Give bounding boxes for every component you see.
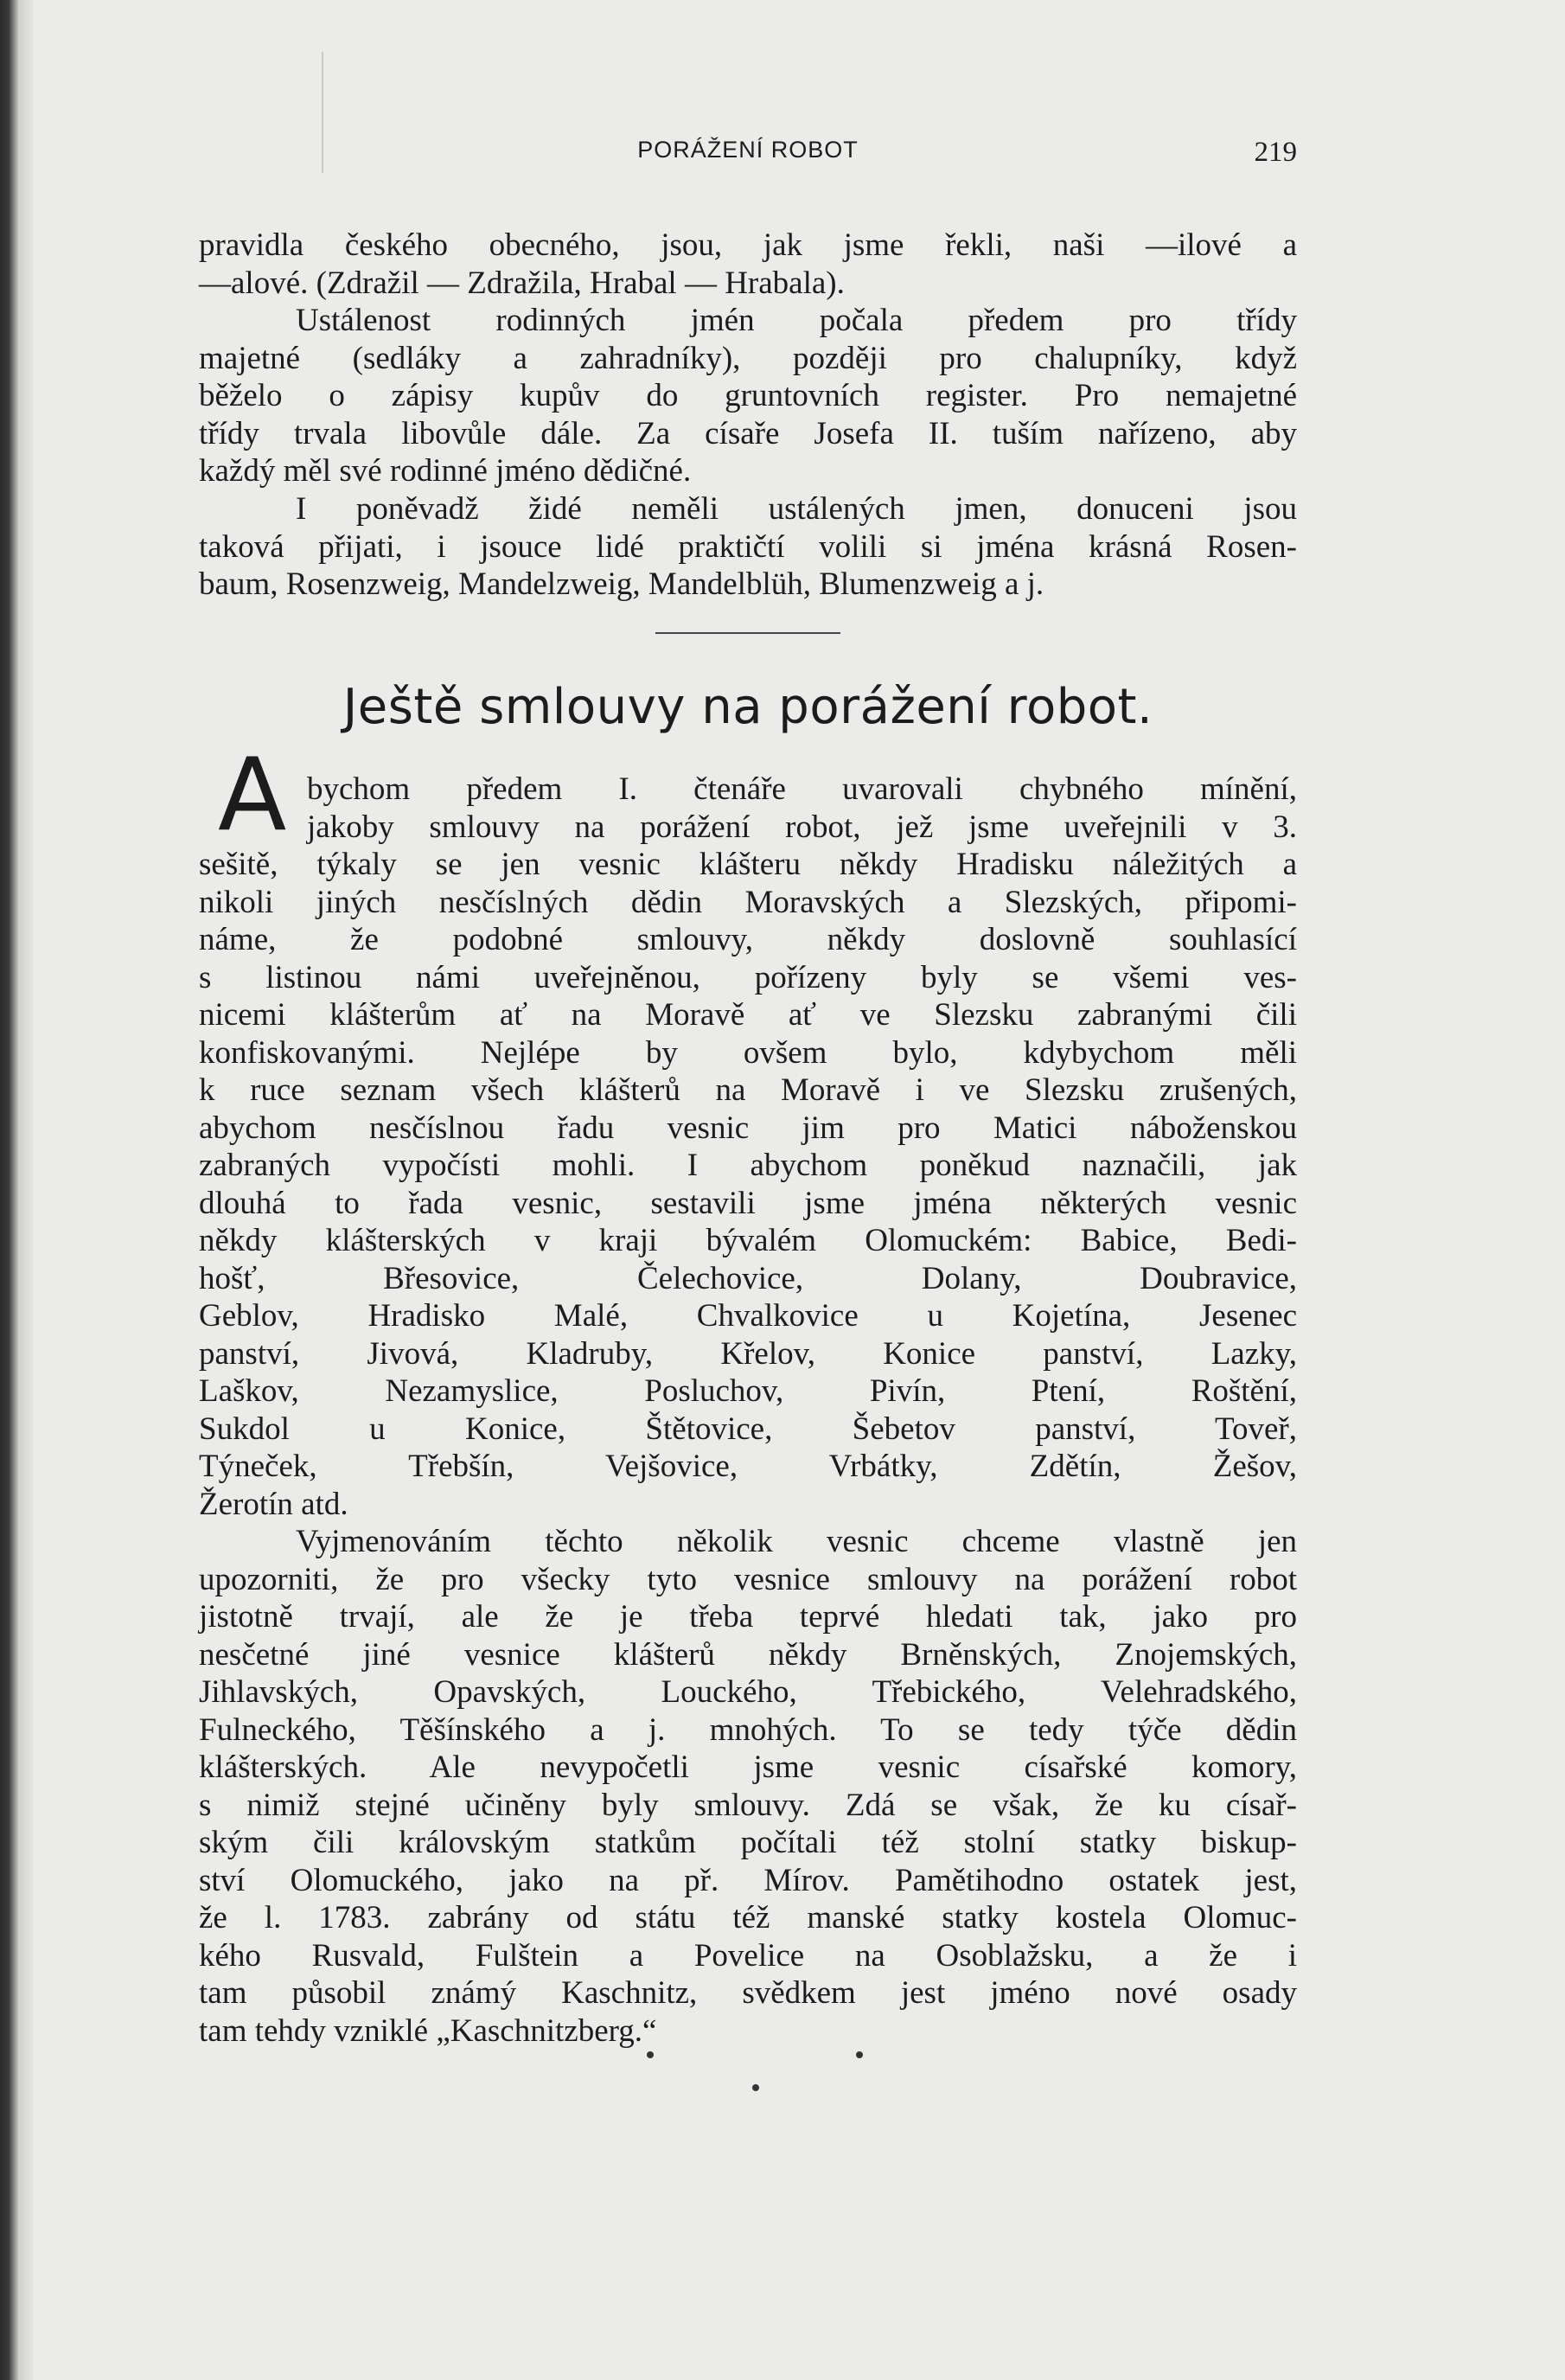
- article-paragraph-2: [199, 1523, 1297, 2050]
- intro-paragraph-3: [199, 490, 1297, 604]
- text-line: Žerotín atd.: [199, 1486, 348, 1522]
- text-line: nikoli jiných nesčíslných dědin Moravských a Slezských, připomi-: [199, 884, 1297, 920]
- text-line: náme, že podobné smlouvy, někdy doslovně souhlasící: [199, 922, 1297, 957]
- text-line: třídy trvala libovůle dále. Za císaře Josefa II. tuším nařízeno, aby: [199, 415, 1297, 451]
- text-line: tam tehdy vzniklé „Kaschnitzberg.“: [199, 2012, 657, 2049]
- text-line: ství Olomuckého, jako na př. Mírov. Pamětihodno ostatek jest,: [199, 1862, 1297, 1898]
- ornament-asterisks: [640, 2050, 873, 2102]
- text-line: nicemi klášterům ať na Moravě ať ve Slezsku zabranými čili: [199, 997, 1297, 1033]
- text-line: tam působil známý Kaschnitz, svědkem jest jméno nové osady: [199, 1975, 1297, 2011]
- text-line: jistotně trvají, ale že je třeba teprvé hledati tak, jako pro: [199, 1599, 1297, 1635]
- text-line: upozorniti, že pro všecky tyto vesnice smlouvy na porážení robot: [199, 1561, 1297, 1597]
- text-line: baum, Rosenzweig, Mandelzweig, Mandelblüh, Blumenzweig a j.: [199, 566, 1044, 602]
- text-line: s nimiž stejné učiněny byly smlouvy. Zdá se však, že ku císař-: [199, 1787, 1297, 1823]
- text-line: Ustálenost rodinných jmén počala předem pro třídy: [296, 303, 1297, 338]
- running-head: PORÁŽENÍ ROBOT: [637, 137, 859, 163]
- ornament-dot: [752, 2084, 759, 2091]
- text-line: bychom předem I. čtenáře uvarovali chybného mínění,: [307, 771, 1297, 807]
- text-line: —alové. (Zdražil — Zdražila, Hrabal — Hrabala).: [199, 265, 845, 301]
- text-line: někdy klášterských v kraji bývalém Olomuckém: Babice, Bedi-: [199, 1223, 1297, 1258]
- text-line: majetné (sedláky a zahradníky), později pro chalupníky, když: [199, 340, 1297, 376]
- text-line: klášterských. Ale nevypočetli jsme vesnic císařské komory,: [199, 1750, 1297, 1785]
- text-line: Sukdol u Konice, Štětovice, Šebetov panství, Toveř,: [199, 1411, 1297, 1447]
- intro-paragraph-2: [199, 302, 1297, 490]
- text-line: sešitě, týkaly se jen vesnic klášteru někdy Hradisku náležitých a: [199, 847, 1297, 882]
- ornament-dot: [856, 2051, 863, 2058]
- text-line: běželo o zápisy kupův do gruntovních register. Pro nemajetné: [199, 378, 1297, 413]
- text-line: dlouhá to řada vesnic, sestavili jsme jména některých vesnic: [199, 1185, 1297, 1221]
- text-line: Vyjmenováním těchto několik vesnic chceme vlastně jen: [296, 1524, 1297, 1559]
- text-line: panství, Jivová, Kladruby, Křelov, Konice panství, Lazky,: [199, 1335, 1297, 1372]
- text-line: pravidla českého obecného, jsou, jak jsme řekli, naši —ilové a: [199, 227, 1297, 263]
- text-line: ským čili královským statkům počítali též stolní statky biskup-: [199, 1825, 1297, 1860]
- article-paragraph-1: [199, 771, 1297, 1523]
- text-line: že l. 1783. zabrány od státu též manské statky kostela Olomuc-: [199, 1900, 1297, 1935]
- text-line: každý měl své rodinné jméno dědičné.: [199, 453, 692, 489]
- text-line: kého Rusvald, Fulštein a Povelice na Osoblažsku, a že i: [199, 1937, 1297, 1974]
- section-divider: [655, 632, 840, 634]
- text-line: taková přijati, i jsouce lidé praktičtí volili si jména krásná Rosen-: [199, 528, 1297, 565]
- text-line: nesčetné jiné vesnice klášterů někdy Brněnských, Znojemských,: [199, 1636, 1297, 1673]
- text-line: Týneček, Třebšín, Vejšovice, Vrbátky, Zdětín, Žešov,: [199, 1449, 1297, 1484]
- ornament-dot: [647, 2051, 654, 2058]
- text-line: hošť, Břesovice, Čelechovice, Dolany, Doubravice,: [199, 1260, 1297, 1296]
- page-header: [199, 137, 1297, 171]
- book-spine-edge: [0, 0, 33, 2380]
- text-line: Geblov, Hradisko Malé, Chvalkovice u Kojetína, Jesenec: [199, 1298, 1297, 1334]
- text-line: Jihlavských, Opavských, Louckého, Třebického, Velehradského,: [199, 1674, 1297, 1710]
- intro-paragraph-1: [199, 227, 1297, 302]
- text-line: Fulneckého, Těšínského a j. mnohých. To se tedy týče dědin: [199, 1711, 1297, 1748]
- page-number: 219: [1254, 137, 1297, 168]
- text-line: Laškov, Nezamyslice, Posluchov, Pivín, Ptení, Roštění,: [199, 1373, 1297, 1409]
- text-line: jakoby smlouvy na porážení robot, jež jsme uveřejnili v 3.: [307, 809, 1297, 845]
- text-line: I poněvadž židé neměli ustálených jmen, donuceni jsou: [296, 491, 1297, 527]
- text-line: abychom nesčíslnou řadu vesnic jim pro Matici náboženskou: [199, 1110, 1297, 1146]
- text-line: s listinou námi uveřejněnou, pořízeny byly se všemi ves-: [199, 959, 1297, 995]
- text-line: k ruce seznam všech klášterů na Moravě i ve Slezsku zrušených,: [199, 1072, 1297, 1108]
- text-line: zabraných vypočísti mohli. I abychom poněkud naznačili, jak: [199, 1148, 1297, 1183]
- text-line: konfiskovanými. Nejlépe by ovšem bylo, kdybychom měli: [199, 1034, 1297, 1071]
- drop-cap: A: [218, 737, 287, 854]
- article-title: Ještě smlouvy na porážení robot.: [342, 679, 1153, 735]
